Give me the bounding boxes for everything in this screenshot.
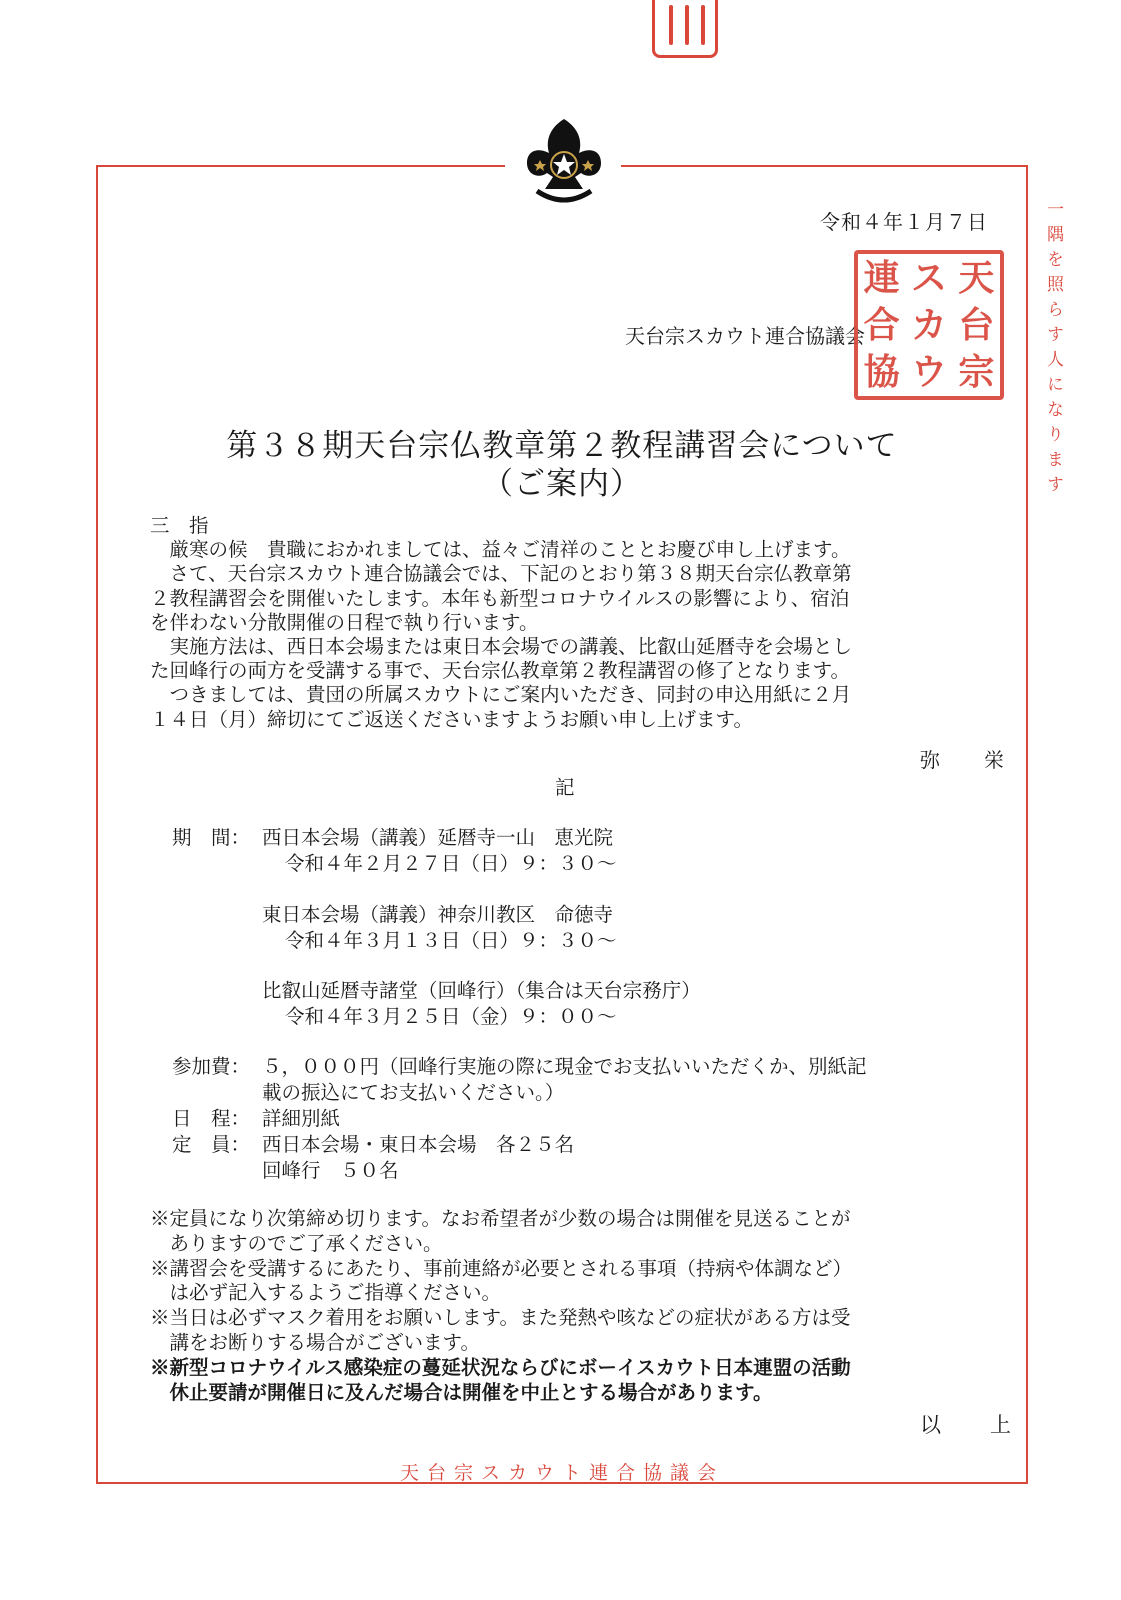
letter-line: た回峰行の両方を受講する事で、天台宗仏教章第２教程講習の修了となります。: [150, 659, 851, 683]
top-seal-mark: [652, 0, 718, 58]
footer-organization: 天台宗スカウト連合協議会: [399, 1462, 724, 1484]
fee-line: ５，０００円（回峰行実施の際に現金でお支払いいただくか、別紙記: [262, 1055, 867, 1078]
letter-line: ２教程講習会を開催いたします。本年も新型コロナウイルスの影響により、宿泊: [150, 586, 850, 610]
letter-line: さて、天台宗スカウト連合協議会では、下記のとおり第３８期天台宗仏教章第: [150, 562, 852, 586]
note-line: ありますのでご了承ください。: [150, 1231, 443, 1255]
schedule-value: 詳細別紙: [262, 1107, 341, 1130]
note-line: 講をお断りする場合がございます。: [150, 1330, 480, 1354]
note-line: は必ず記入するようご指導ください。: [150, 1281, 502, 1305]
closing-greeting: 弥 栄: [920, 748, 1016, 772]
letter-line: 厳寒の候 貴職におかれましては、益々ご清祥のこととお慶び申し上げます。: [150, 538, 851, 562]
sender-name: 天台宗スカウト連合協議会: [625, 324, 865, 348]
letter-line: １４日（月）締切にてご返送くださいますようお願い申し上げます。: [150, 707, 753, 731]
capacity-line: 西日本会場・東日本会場 各２５名: [262, 1133, 575, 1156]
salutation: 三 指: [150, 514, 209, 537]
hiei-venue: 比叡山延暦寺諸堂（回峰行）（集合は天台宗務庁）: [262, 979, 701, 1002]
note-line: ※講習会を受講するにあたり、事前連絡が必要とされる事項（持病や体調など）: [150, 1256, 853, 1280]
hiei-date: 令和４年３月２５日（金）９：００～: [285, 1005, 617, 1028]
west-date: 令和４年２月２７日（日）９：３０～: [285, 852, 617, 875]
notes-list: [150, 1207, 980, 1405]
scout-emblem-icon: [523, 117, 605, 211]
organization-seal-stamp: 連 ス 天 合 カ 台 協 ウ 宗: [854, 250, 1004, 400]
east-date: 令和４年３月１３日（日）９：３０～: [285, 929, 617, 952]
east-venue: 東日本会場（講義）神奈川教区 命徳寺: [262, 903, 614, 926]
end-mark: 以 上: [920, 1413, 1025, 1437]
note-line: ※定員になり次第締め切ります。なお希望者が少数の場合は開催を見送ることが: [150, 1207, 851, 1230]
capacity-label: 定 員：: [172, 1133, 251, 1156]
fee-label: 参加費：: [172, 1055, 251, 1078]
fee-line: 載の振込にてお支払いください。）: [262, 1081, 565, 1104]
side-motto: 一隅を照らす人になります: [1043, 200, 1063, 500]
page-subtitle: （ご案内）: [482, 466, 642, 502]
period-label: 期 間：: [172, 826, 251, 849]
schedule-label: 日 程：: [172, 1107, 251, 1130]
ki-heading: 記: [555, 776, 575, 799]
letter-line: を伴わない分散開催の日程で執り行います。: [150, 610, 539, 634]
note-line: ※当日は必ずマスク着用をお願いします。また発熱や咳などの症状がある方は受: [150, 1306, 851, 1330]
letter-line: つきましては、貴団の所属スカウトにご案内いただき、同封の申込用紙に２月: [150, 683, 852, 707]
capacity-line: 回峰行 ５０名: [262, 1159, 399, 1182]
bold-note-line: ※新型コロナウイルス感染症の蔓延状況ならびにボーイスカウト日本連盟の活動: [150, 1355, 851, 1379]
west-venue: 西日本会場（講義）延暦寺一山 恵光院: [262, 826, 614, 849]
page-title: 第３８期天台宗仏教章第２教程講習会について: [226, 428, 898, 464]
document-date: 令和４年１月７日: [820, 210, 988, 234]
bold-note-line: 休止要請が開催日に及んだ場合は開催を中止とする場合があります。: [150, 1380, 773, 1404]
letter-body: [150, 514, 980, 732]
letter-line: 実施方法は、西日本会場または東日本会場での講義、比叡山延暦寺を会場とし: [150, 635, 853, 659]
